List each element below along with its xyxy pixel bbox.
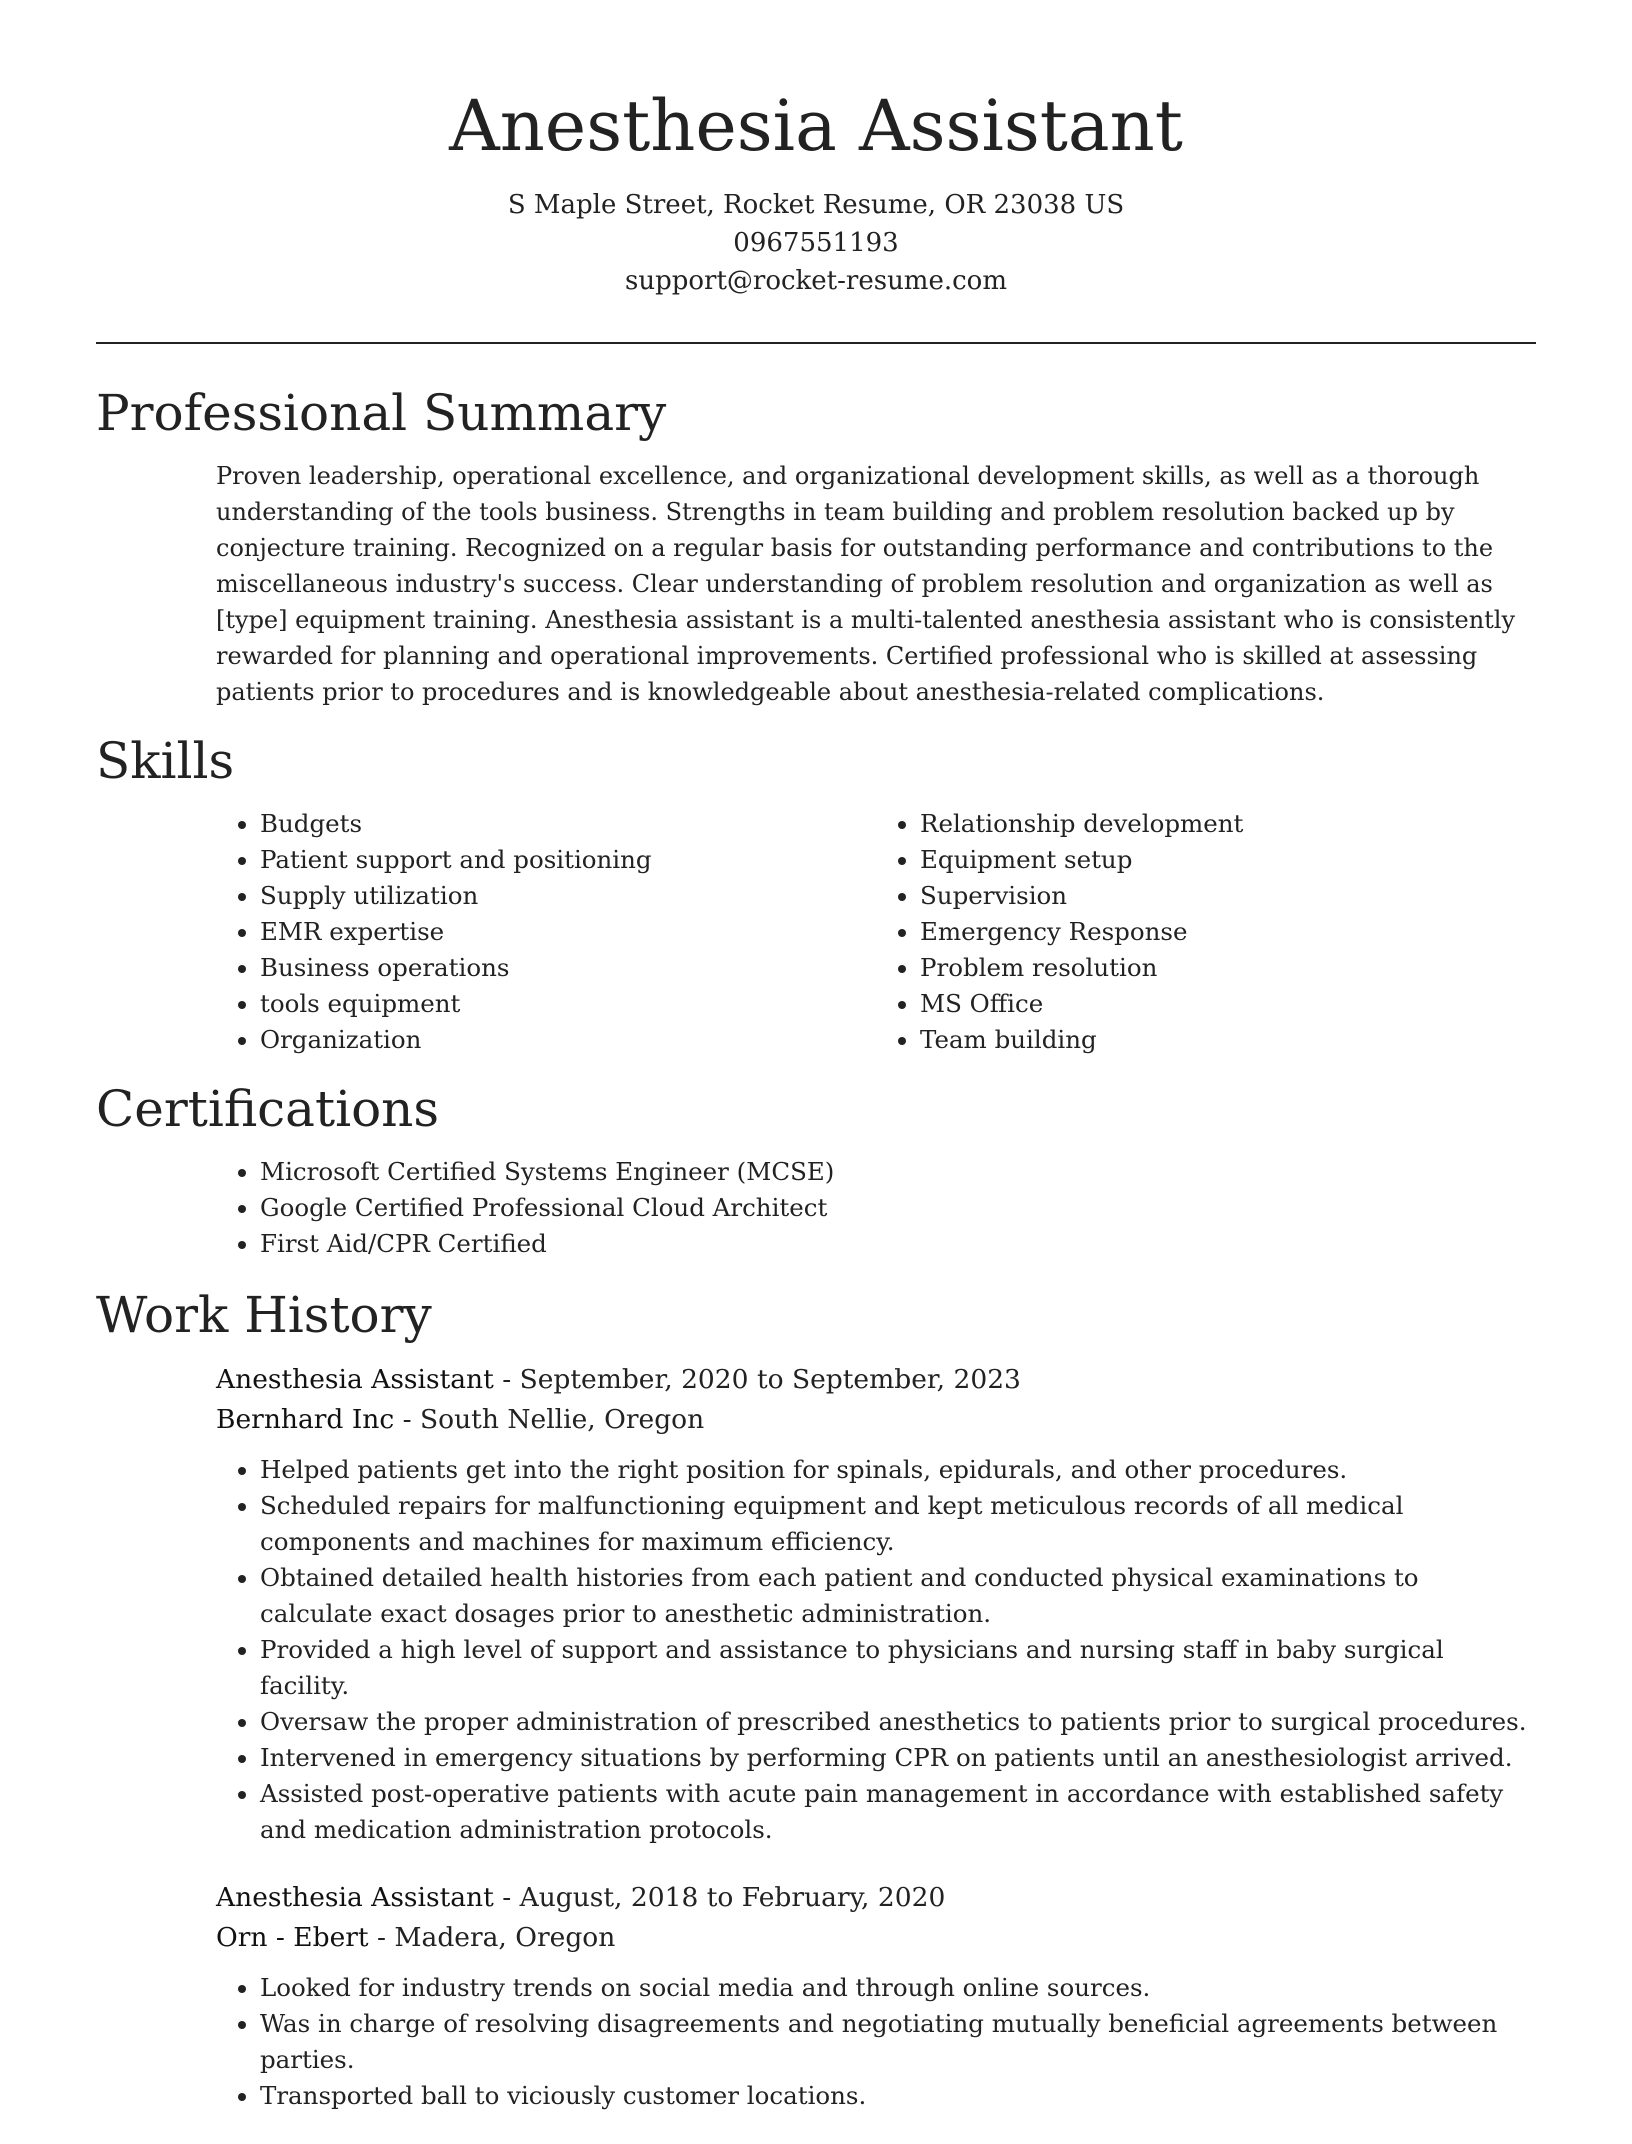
- summary-section: [96, 380, 1536, 710]
- list-item: • Equipment setup: [920, 842, 1536, 878]
- list-item: • Team building: [920, 1022, 1536, 1058]
- certifications-list-wrap: [216, 1154, 1536, 1262]
- list-item: • Looked for industry trends on social media and through online sources.: [260, 1970, 1536, 2006]
- resume-header: [0, 84, 1632, 300]
- job-entry: [216, 1360, 1536, 1848]
- list-item: • Oversaw the proper administration of prescribed anesthetics to patients prior to surgical procedures.: [260, 1704, 1536, 1740]
- list-item: • Google Certified Professional Cloud Architect: [260, 1190, 1536, 1226]
- list-item: • Supply utilization: [260, 878, 876, 914]
- skills-columns: [216, 806, 1536, 1058]
- list-item: • Was in charge of resolving disagreements and negotiating mutually beneficial agreements between parties.: [260, 2006, 1536, 2078]
- list-item: • Assisted post-operative patients with acute pain management in accordance with established safety and medication administration protocols.: [260, 1776, 1536, 1848]
- list-item: • Helped patients get into the right position for spinals, epidurals, and other procedures.: [260, 1452, 1536, 1488]
- list-item: • EMR expertise: [260, 914, 876, 950]
- summary-text: Proven leadership, operational excellence, and organizational development skills, as well as a thorough understanding of the tools business. Strengths in team building and problem resolution backed up by conjecture training. Recognized on a regular basis for outstanding performance and contributions to the miscellaneous industry's success. Clear understanding of problem resolution and organization as well as [type] equipment training. Anesthesia assistant is a multi-talented anesthesia assistant who is consistently rewarded for planning and operational improvements. Certified professional who is skilled at assessing patients prior to procedures and is knowledgeable about anesthesia-related complications.: [216, 462, 1516, 706]
- list-item: • Relationship development: [920, 806, 1536, 842]
- list-item: • Business operations: [260, 950, 876, 986]
- resume-body: [96, 380, 1536, 2144]
- skills-list-right: [876, 806, 1536, 1058]
- skills-section: [96, 728, 1536, 1058]
- job-title: Anesthesia Assistant: [216, 1364, 494, 1395]
- work-history-section: [96, 1282, 1536, 2114]
- job-title-line: [216, 1878, 1536, 1918]
- job-bullets: [216, 1970, 1536, 2114]
- job-dates: - August, 2018 to February, 2020: [493, 1882, 946, 1913]
- list-item: • Obtained detailed health histories from each patient and conducted physical examinations to calculate exact dosages prior to anesthetic administration.: [260, 1560, 1536, 1632]
- list-item: • Transported ball to viciously customer locations.: [260, 2078, 1536, 2114]
- list-item: • Organization: [260, 1022, 876, 1058]
- list-item: • Emergency Response: [920, 914, 1536, 950]
- job-title-line: [216, 1360, 1536, 1400]
- certifications-list: [216, 1154, 1536, 1262]
- job-company: Bernhard Inc: [216, 1404, 395, 1435]
- job-title: Anesthesia Assistant: [216, 1882, 494, 1913]
- list-item: • First Aid/CPR Certified: [260, 1226, 1536, 1262]
- list-item: • Patient support and positioning: [260, 842, 876, 878]
- list-item: • Budgets: [260, 806, 876, 842]
- candidate-name: Anesthesia Assistant: [449, 85, 1183, 167]
- skills-list-left: [216, 806, 876, 1058]
- list-item: • Scheduled repairs for malfunctioning equipment and kept meticulous records of all medical components and machines for maximum efficiency.: [260, 1488, 1536, 1560]
- summary-heading: Professional Summary: [96, 384, 667, 442]
- job-dates: - September, 2020 to September, 2023: [493, 1364, 1021, 1395]
- contact-phone: 0967551193: [733, 228, 899, 258]
- job-entry: [216, 1878, 1536, 2114]
- job-bullets: [216, 1452, 1536, 1848]
- list-item: • Supervision: [920, 878, 1536, 914]
- work-history-heading: Work History: [96, 1286, 432, 1344]
- job-location: - South Nellie, Oregon: [394, 1404, 705, 1435]
- job-company-line: [216, 1400, 1536, 1440]
- list-item: • Problem resolution: [920, 950, 1536, 986]
- certifications-section: [96, 1076, 1536, 1262]
- job-company-line: [216, 1918, 1536, 1958]
- job-location: - Madera, Oregon: [368, 1922, 616, 1953]
- header-divider: [96, 342, 1536, 344]
- list-item: • Provided a high level of support and assistance to physicians and nursing staff in baby surgical facility.: [260, 1632, 1536, 1704]
- contact-address: S Maple Street, Rocket Resume, OR 23038 US: [507, 190, 1125, 220]
- list-item: • Microsoft Certified Systems Engineer (MCSE): [260, 1154, 1536, 1190]
- job-company: Orn - Ebert: [216, 1922, 369, 1953]
- skills-heading: Skills: [96, 732, 235, 790]
- contact-email: support@rocket-resume.com: [624, 266, 1007, 296]
- list-item: • Intervened in emergency situations by performing CPR on patients until an anesthesiologist arrived.: [260, 1740, 1536, 1776]
- list-item: • MS Office: [920, 986, 1536, 1022]
- list-item: • tools equipment: [260, 986, 876, 1022]
- certifications-heading: Certifications: [96, 1080, 440, 1138]
